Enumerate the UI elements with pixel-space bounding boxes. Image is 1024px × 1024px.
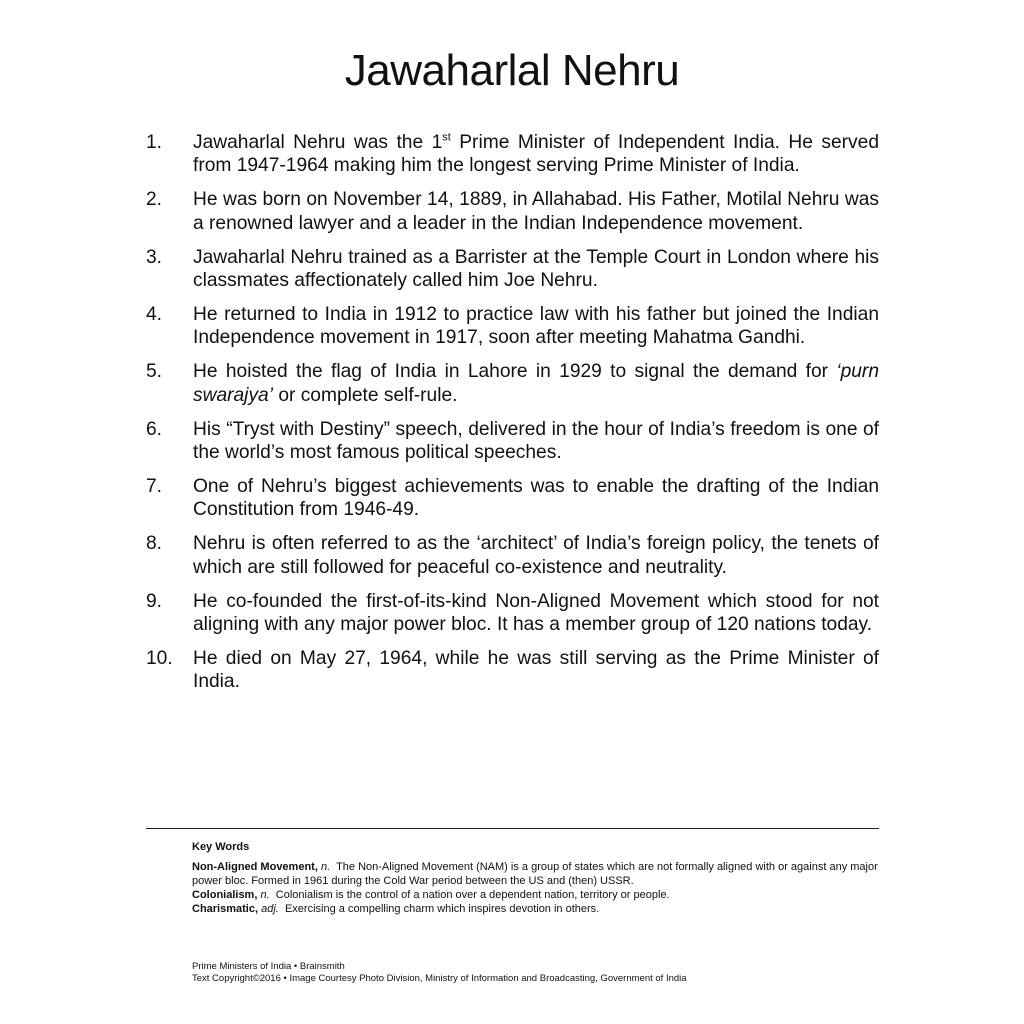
fact-text: One of Nehru’s biggest achievements was to enable the drafting of the Indian Constitution from 1946-49. bbox=[193, 475, 879, 521]
footer bbox=[192, 961, 892, 985]
fact-number: 1. bbox=[146, 132, 163, 153]
fact-item bbox=[146, 590, 879, 637]
page-title: Jawaharlal Nehru bbox=[344, 46, 680, 95]
key-words-section bbox=[192, 840, 882, 916]
fact-number: 9. bbox=[146, 590, 163, 612]
key-word-definition: The Non-Aligned Movement (NAM) is a group of states which are not formally aligned with or against any major power bloc. Formed in 1961 during the Cold War period between the US and (then) USSR. bbox=[192, 861, 878, 887]
fact-number: 2. bbox=[146, 189, 163, 211]
fact-text-part: or complete self-rule. bbox=[272, 384, 458, 406]
fact-text: Nehru is often referred to as the ‘architect’ of India’s foreign policy, the tenets of which are still followed for peaceful co-existence and neutrality. bbox=[193, 533, 879, 578]
fact-item bbox=[146, 131, 879, 178]
fact-number: 7. bbox=[146, 475, 163, 497]
footer-copyright-line: Text Copyright©2016 • Image Courtesy Photo Division, Ministry of Information and Broadcasting, Government of India bbox=[192, 973, 687, 984]
fact-item bbox=[146, 303, 879, 350]
fact-number: 10. bbox=[146, 647, 173, 669]
section-divider bbox=[146, 828, 879, 829]
fact-item bbox=[146, 532, 879, 579]
key-word-entry bbox=[192, 902, 882, 916]
fact-item bbox=[146, 246, 879, 293]
fact-text bbox=[193, 360, 879, 407]
fact-number: 4. bbox=[146, 303, 163, 325]
key-word-part-of-speech: adj. bbox=[261, 903, 279, 915]
fact-italic-term: ‘purn swarajya’ bbox=[193, 361, 879, 406]
fact-text: He was born on November 14, 1889, in Allahabad. His Father, Motilal Nehru was a renowned lawyer and a leader in the Indian Independence movement. bbox=[193, 189, 879, 234]
key-word-entry bbox=[192, 888, 882, 902]
fact-text: He died on May 27, 1964, while he was still serving as the Prime Minister of India. bbox=[193, 647, 879, 693]
fact-item bbox=[146, 418, 879, 465]
key-word-definition: Colonialism is the control of a nation over a dependent nation, territory or people. bbox=[275, 889, 670, 901]
facts-list bbox=[146, 131, 879, 704]
key-word-part-of-speech: n. bbox=[320, 861, 331, 873]
fact-number: 5. bbox=[146, 361, 163, 383]
fact-number: 6. bbox=[146, 418, 163, 440]
key-word-definition: Exercising a compelling charm which inspires devotion in others. bbox=[284, 903, 600, 915]
key-word-part-of-speech: n. bbox=[260, 889, 270, 901]
fact-text bbox=[193, 131, 879, 178]
ordinal-superscript: st bbox=[442, 131, 451, 144]
fact-number: 8. bbox=[146, 533, 163, 555]
fact-item bbox=[146, 360, 879, 407]
fact-text: He co-founded the first-of-its-kind Non-Aligned Movement which stood for not aligning with any major power bloc. It has a member group of 120 nations today. bbox=[193, 590, 879, 635]
fact-text: He returned to India in 1912 to practice law with his father but joined the Indian Independence movement in 1917, soon after meeting Mahatma Gandhi. bbox=[193, 303, 879, 349]
key-words-heading: Key Words bbox=[192, 841, 250, 853]
fact-text: Jawaharlal Nehru trained as a Barrister at the Temple Court in London where his classmates affectionately called him Joe Nehru. bbox=[193, 246, 879, 292]
key-word-term: Colonialism, bbox=[192, 889, 258, 901]
fact-item bbox=[146, 647, 879, 694]
fact-text-part: Jawaharlal Nehru was the 1 bbox=[193, 132, 443, 153]
fact-text: His “Tryst with Destiny” speech, delivered in the hour of India’s freedom is one of the world’s most famous political speeches. bbox=[193, 418, 879, 463]
fact-text-part: He hoisted the flag of India in Lahore in 1929 to signal the demand for bbox=[193, 361, 837, 383]
key-word-entry bbox=[192, 860, 882, 888]
fact-item bbox=[146, 188, 879, 235]
key-word-term: Charismatic, bbox=[192, 903, 259, 915]
fact-number: 3. bbox=[146, 246, 163, 268]
fact-item bbox=[146, 475, 879, 522]
footer-series-line: Prime Ministers of India • Brainsmith bbox=[192, 961, 345, 972]
key-word-term: Non-Aligned Movement, bbox=[192, 861, 318, 873]
fact-text-part: Prime Minister of Independent India. He served from 1947-1964 making him the longest serving Prime Minister of India. bbox=[193, 132, 879, 177]
